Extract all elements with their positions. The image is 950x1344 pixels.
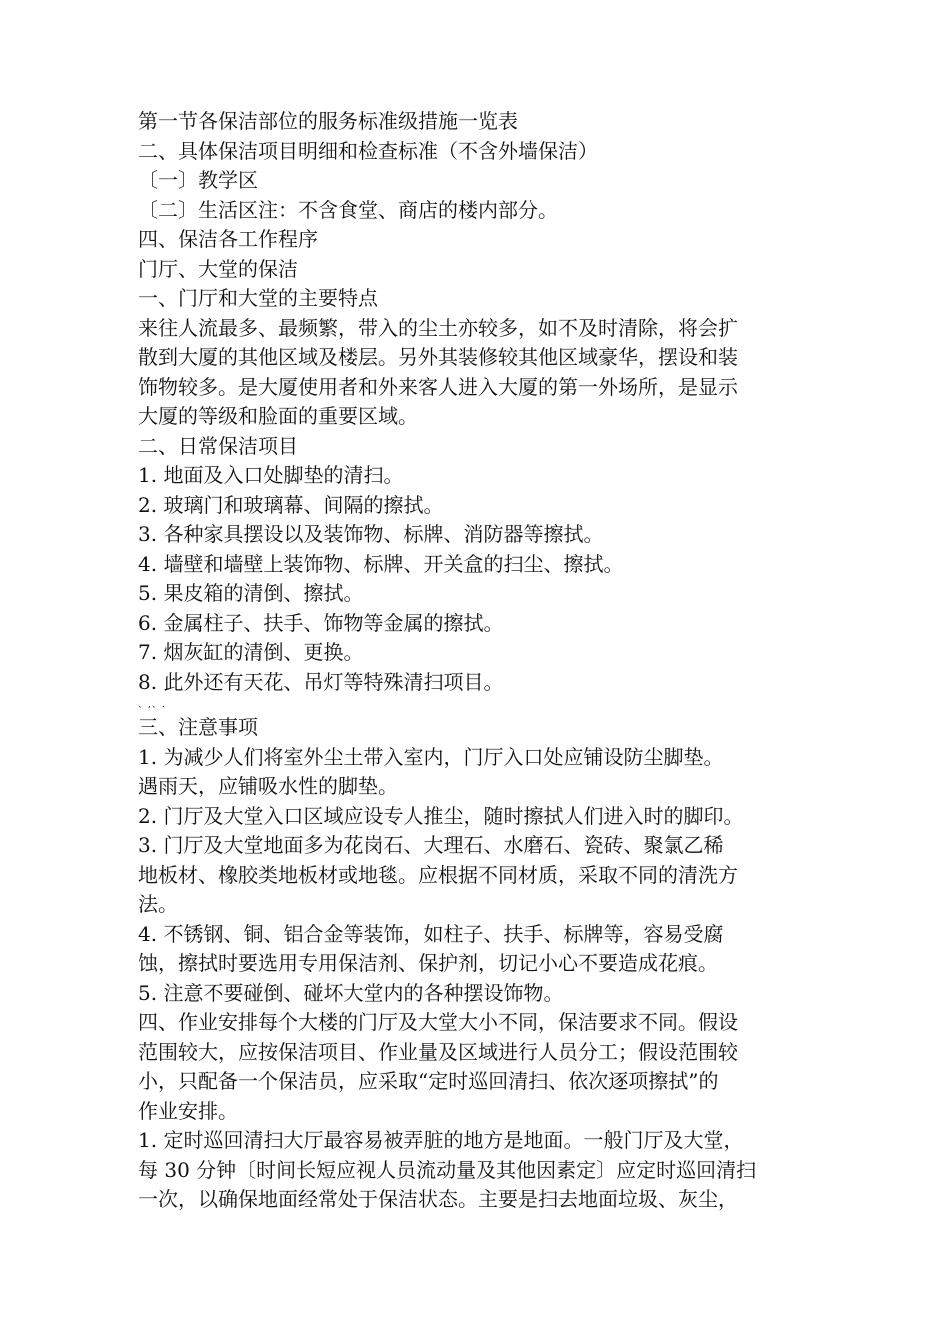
paragraph-line: 一次，以确保地面经常处于保洁状态。主要是扫去地面垃圾、灰尘，	[138, 1187, 738, 1211]
paragraph-line: 散到大厦的其他区域及楼层。另外其装修较其他区域豪华，摆设和装	[138, 345, 738, 369]
paragraph-line: 每 30 分钟〔时间长短应视人员流动量及其他因素定〕应定时巡回清扫	[138, 1157, 757, 1182]
scan-artifact-marks: 、,、.	[138, 700, 166, 710]
section-heading: 一、门厅和大堂的主要特点	[138, 286, 378, 310]
list-item: 5. 注意不要碰倒、碰坏大堂内的各种摆设饰物。	[138, 980, 564, 1005]
list-item: 3. 门厅及大堂地面多为花岗石、大理石、水磨石、瓷砖、聚氯乙稀	[138, 833, 724, 857]
list-item: 2. 门厅及大堂入口区域应设专人推尘，随时擦拭人们进入时的脚印。	[138, 803, 744, 828]
list-item: 1. 地面及入口处脚垫的清扫。	[138, 463, 404, 487]
section-heading: 第一节各保洁部位的服务标准级措施一览表	[138, 109, 518, 133]
paragraph-line: 作业安排。	[138, 1098, 238, 1123]
paragraph-line: 大厦的等级和脸面的重要区域。	[138, 404, 418, 428]
list-item: 8. 此外还有天花、吊灯等特殊清扫项目。	[138, 669, 504, 694]
section-heading: 四、保洁各工作程序	[138, 227, 318, 251]
paragraph-line: 四、作业安排每个大楼的门厅及大堂大小不同，保洁要求不同。假设	[138, 1010, 738, 1034]
paragraph-line: 来往人流最多、最频繁，带入的尘土亦较多，如不及时清除，将会扩	[138, 315, 738, 340]
paragraph-line: 饰物较多。是大厦使用者和外来客人进入大厦的第一外场所，是显示	[138, 374, 738, 399]
paragraph-line: 小，只配备一个保洁员，应采取“定时巡回清扫、依次逐项擦拭”的	[138, 1069, 719, 1093]
section-heading: 二、具体保洁项目明细和检查标准（不含外墙保洁）	[138, 138, 598, 163]
list-item: 3. 各种家具摆设以及装饰物、标牌、消防器等擦拭。	[138, 522, 604, 546]
paragraph-line: 地板材、橡胶类地板材或地毯。应根据不同材质，采取不同的清洗方	[138, 862, 738, 887]
document-body	[138, 107, 818, 1215]
subsection-heading: 〔二〕生活区注：不含食堂、商店的楼内部分。	[138, 197, 558, 222]
list-item: 7. 烟灰缸的清倒、更换。	[138, 640, 364, 664]
list-item: 2. 玻璃门和玻璃幕、间隔的擦拭。	[138, 492, 444, 517]
subsection-heading: 〔一〕教学区	[138, 168, 258, 192]
list-item: 5. 果皮箱的清倒、擦拭。	[138, 581, 364, 605]
list-item: 6. 金属柱子、扶手、饰物等金属的擦拭。	[138, 610, 504, 635]
paragraph-line: 法。	[138, 892, 178, 916]
section-heading: 三、注意事项	[138, 715, 258, 739]
paragraph-line: 蚀，擦拭时要选用专用保洁剂、保护剂，切记小心不要造成花痕。	[138, 951, 718, 975]
list-item: 1. 定时巡回清扫大厅最容易被弄脏的地方是地面。一般门厅及大堂，	[138, 1128, 744, 1152]
paragraph-line: 范围较大，应按保洁项目、作业量及区域进行人员分工；假设范围较	[138, 1039, 738, 1064]
section-heading: 门厅、大堂的保洁	[138, 256, 298, 281]
paragraph-line: 遇雨天，应铺吸水性的脚垫。	[138, 774, 398, 798]
list-item: 4. 不锈钢、铜、铝合金等装饰，如柱子、扶手、标牌等，容易受腐	[138, 921, 724, 946]
list-item: 1. 为减少人们将室外尘土带入室内，门厅入口处应铺设防尘脚垫。	[138, 744, 724, 769]
section-heading: 二、日常保洁项目	[138, 433, 298, 458]
list-item: 4. 墙壁和墙壁上装饰物、标牌、开关盒的扫尘、擦拭。	[138, 551, 624, 576]
